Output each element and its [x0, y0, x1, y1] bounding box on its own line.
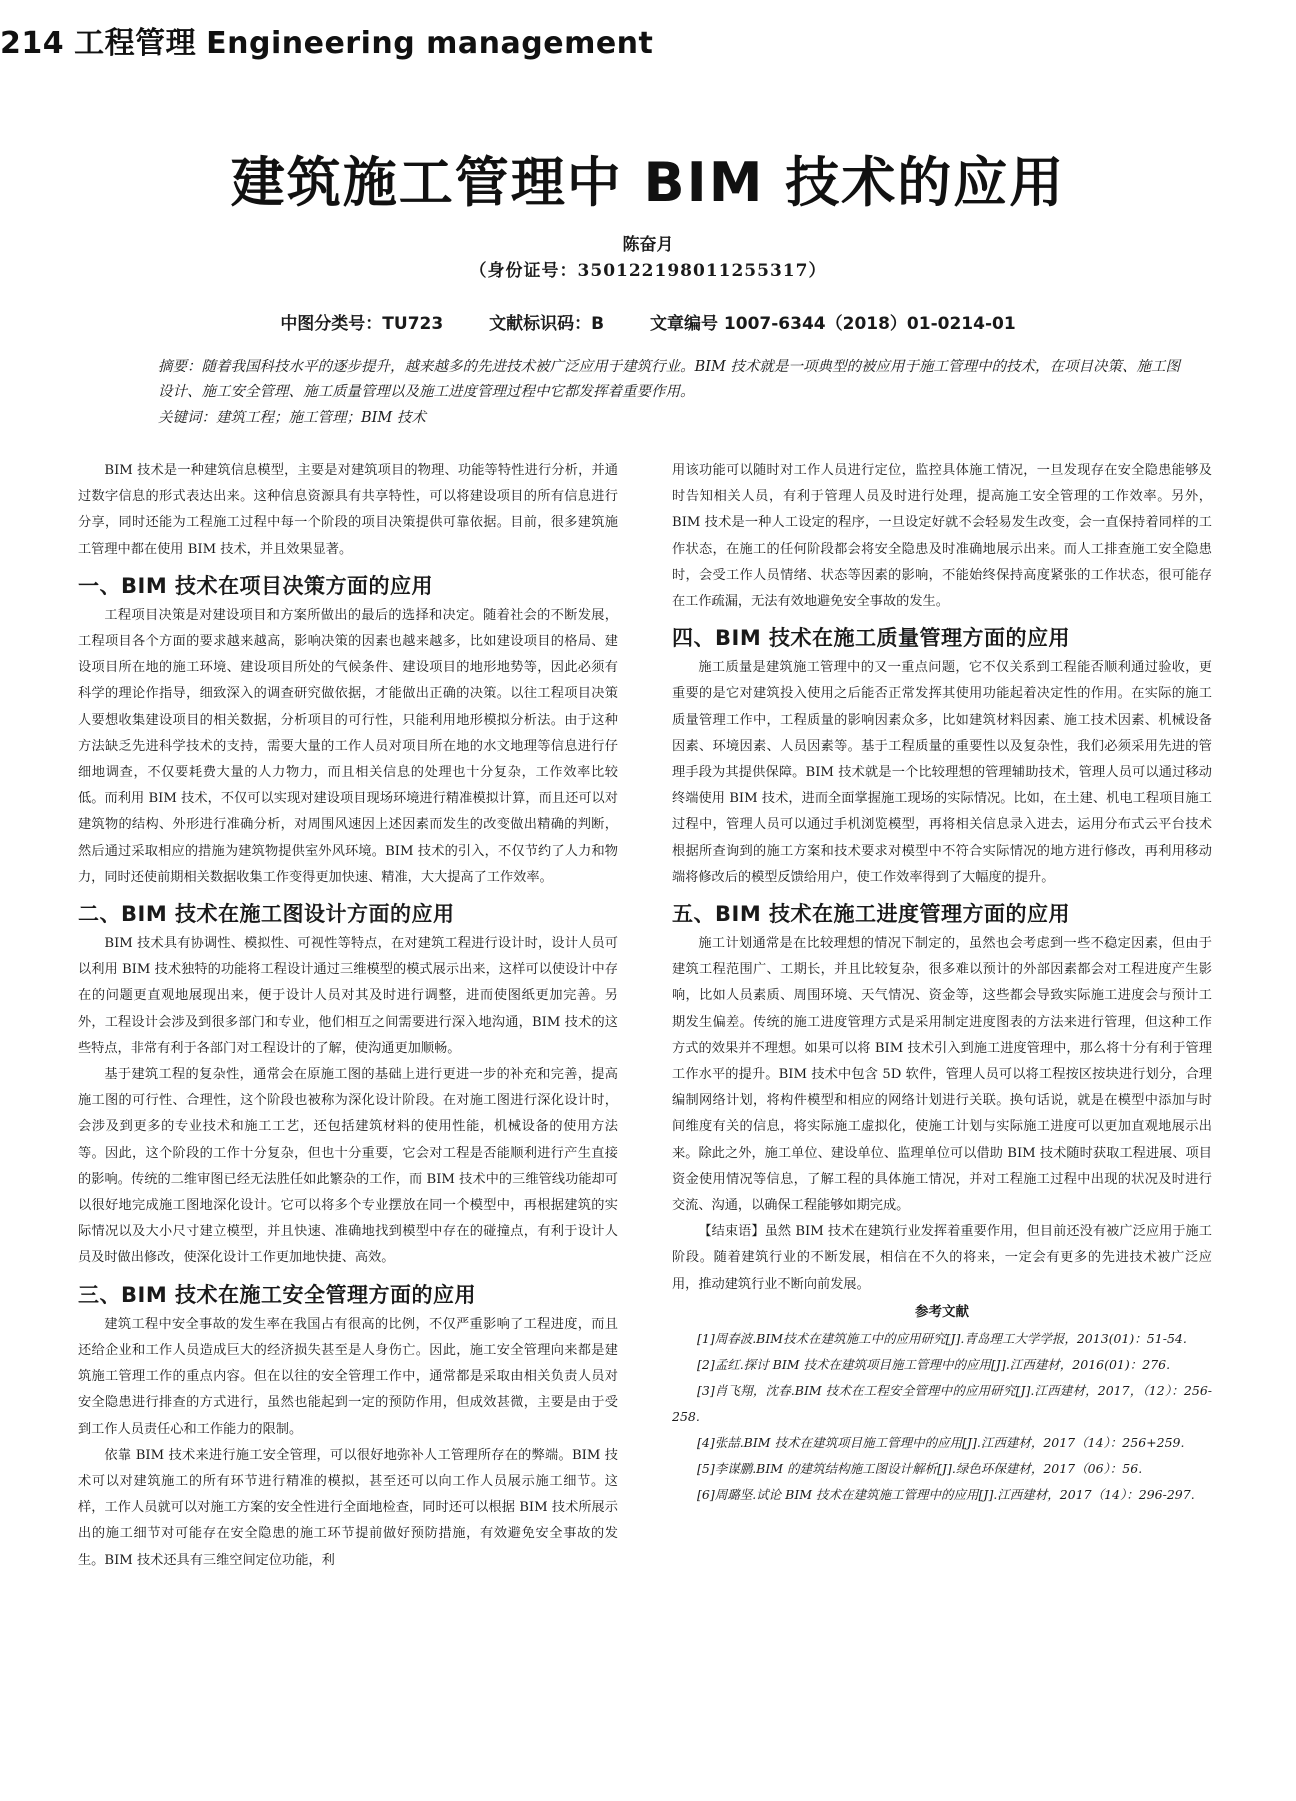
keywords: 关键词：建筑工程；施工管理；BIM 技术	[158, 410, 426, 426]
section-2-paragraph-2: 基于建筑工程的复杂性，通常会在原施工图的基础上进行更进一步的补充和完善，提高施工图的可行性、合理性，这个阶段也被称为深化设计阶段。在对施工图进行深化设计时，会涉及到更多的专业技术和施工工艺，还包括建筑材料的使用性能，机械设备的使用方法等。因此，这个阶段的工作十分复杂，但也十分重要，它会对工程是否能顺利进行产生直接的影响。传统的二维审图已经无法胜任如此繁杂的工作，而 BIM 技术中的三维管线功能却可以很好地完成施工图地深化设计。它可以将多个专业摆放在同一个模型中，再根据建筑的实际情况以及大小尺寸建立模型，并且快速、准确地找到模型中存在的碰撞点，有利于设计人员及时做出修改，使深化设计工作更加地快捷、高效。	[78, 1067, 618, 1266]
section-name-cn: 工程管理	[74, 26, 197, 61]
right-column	[672, 458, 1212, 1508]
section-5-paragraph: 施工计划通常是在比较理想的情况下制定的，虽然也会考虑到一些不稳定因素，但由于建筑工程范围广、工期长，并且比较复杂，很多难以预计的外部因素都会对工程进度产生影响，比如人员素质、周围环境、天气情况、资金等，这些都会导致实际施工进度会与预计工期发生偏差。传统的施工进度管理方式是采用制定进度图表的方法来进行管理，但这种工作方式的效果并不理想。如果可以将 BIM 技术引入到施工进度管理中，那么将十分有利于管理工作水平的提升。BIM 技术中包含 5D 软件，管理人员可以将工程按区按块进行划分，合理编制网络计划，将构件模型和相应的网络计划进行关联。换句话说，就是在模型中添加与时间维度有关的信息，将实际施工虚拟化，使施工计划与实际施工进度可以更加直观地展示出来。除此之外，施工单位、建设单位、监理单位可以借助 BIM 技术随时获取工程进展、项目资金使用情况等信息，了解工程的具体施工情况，并对工程施工过程中出现的状况及时进行交流、沟通，以确保工程能够如期完成。	[672, 936, 1212, 1214]
reference-item: [2]孟红.探讨 BIM 技术在建筑项目施工管理中的应用[J].江西建材，2016(01)：276.	[697, 1356, 1171, 1372]
running-head	[0, 18, 663, 62]
section-3-paragraph-1: 建筑工程中安全事故的发生率在我国占有很高的比例，不仅严重影响了工程进度，而且还给企业和工作人员造成巨大的经济损失甚至是人身伤亡。因此，施工安全管理向来都是建筑施工管理工作的重点内容。但在以往的安全管理工作中，通常都是采取由相关负责人员对安全隐患进行排查的方式进行，虽然也能起到一定的预防作用，但成效甚微，主要是由于受到工作人员责任心和工作能力的限制。	[78, 1316, 618, 1437]
section-2-paragraph-1: BIM 技术具有协调性、模拟性、可视性等特点，在对建筑工程进行设计时，设计人员可以利用 BIM 技术独特的功能将工程设计通过三维模型的模式展示出来，这样可以使设计中存在的问题更直观地展现出来，便于设计人员对其及时进行调整，进而使图纸更加完善。另外，工程设计会涉及到很多部门和专业，他们相互之间需要进行深入地沟通，BIM 技术的这些特点，非常有利于各部门对工程设计的了解，使沟通更加顺畅。	[78, 936, 618, 1056]
reference-item: [5]李谋鹏.BIM 的建筑结构施工图设计解析[J].绿色环保建材，2017（06）：56.	[697, 1460, 1143, 1476]
section-3-paragraph-continued: 用该功能可以随时对工作人员进行定位，监控具体施工情况，一旦发现存在安全隐患能够及时告知相关人员，有利于管理人员及时进行处理，提高施工安全管理的工作效率。另外，BIM 技术是一种人工设定的程序，一旦设定好就不会轻易发生改变，会一直保持着同样的工作状态，在施工的任何阶段都会将安全隐患及时准确地展示出来。而人工排查施工安全隐患时，会受工作人员情绪、状态等因素的影响，不能始终保持高度紧张的工作状态，很可能存在工作疏漏，无法有效地避免安全事故的发生。	[672, 463, 1212, 610]
article-title: 建筑施工管理中 BIM 技术的应用	[230, 151, 1066, 214]
section-4-paragraph: 施工质量是建筑施工管理中的又一重点问题，它不仅关系到工程能否顺利通过验收，更重要的是它对建筑投入使用之后能否正常发挥其使用功能起着决定性的作用。在实际的施工质量管理工作中，工程质量的影响因素众多，比如建筑材料因素、施工技术因素、机械设备因素、环境因素、人员因素等。基于工程质量的重要性以及复杂性，我们必须采用先进的管理手段为其提供保障。BIM 技术就是一个比较理想的管理辅助技术，管理人员可以通过移动终端使用 BIM 技术，进而全面掌握施工现场的实际情况。比如，在土建、机电工程项目施工过程中，管理人员可以通过手机浏览模型，再将相关信息录入进去，运用分布式云平台技术根据所查询到的施工方案和技术要求对模型中不符合实际情况的地方进行修改，再利用移动端将修改后的模型反馈给用户，使工作效率得到了大幅度的提升。	[672, 660, 1212, 885]
article-number: 文章编号 1007-6344（2018）01-0214-01	[650, 314, 1016, 334]
section-heading-1: 一、BIM 技术在项目决策方面的应用	[78, 573, 434, 598]
section-heading-5: 五、BIM 技术在施工进度管理方面的应用	[672, 902, 1071, 927]
classification-line	[0, 309, 1296, 334]
section-3-paragraph-2: 依靠 BIM 技术来进行施工安全管理，可以很好地弥补人工管理所存在的弊端。BIM 技术可以对建筑施工的所有环节进行精准的模拟，甚至还可以向工作人员展示施工细节。这样，工作人员就可以对施工方案的安全性进行全面地检查，同时还可以根据 BIM 技术所展示出的施工细节对可能存在安全隐患的施工环节提前做好预防措施，有效避免安全事故的发生。BIM 技术还具有三维空间定位功能，利	[78, 1447, 618, 1568]
reference-item: [4]张喆.BIM 技术在建筑项目施工管理中的应用[J].江西建材，2017（14）：256+259.	[697, 1434, 1185, 1450]
abstract	[120, 355, 1180, 405]
reference-item: [3]肖飞翔，沈春.BIM 技术在工程安全管理中的应用研究[J].江西建材，2017，（12）：256-258.	[672, 1382, 1212, 1424]
author-id: （身份证号：350122198011255317）	[469, 261, 827, 281]
section-1-paragraph: 工程项目决策是对建设项目和方案所做出的最后的选择和决定。随着社会的不断发展，工程项目各个方面的要求越来越高，影响决策的因素也越来越多，比如建设项目的格局、建设项目所在地的施工环境、建设项目所处的气候条件、建设项目的地形地势等，因此必须有科学的理论作指导，细致深入的调查研究做依据，才能做出正确的决策。以往工程项目决策人要想收集建设项目的相关数据，分析项目的可行性，只能利用地形模拟分析法。由于这种方法缺乏先进科学技术的支持，需要大量的工作人员对项目所在地的水文地理等信息进行仔细地调查，不仅要耗费大量的人力物力，而且相关信息的处理也十分复杂，工作效率比较低。而利用 BIM 技术，不仅可以实现对建设项目现场环境进行精准模拟计算，而且还可以对建筑物的结构、外形进行准确分析，对周围风速因上述因素而发生的改变做出精确的判断，然后通过采取相应的措施为建筑物提供室外风环境。BIM 技术的引入，不仅节约了人力和物力，同时还使前期相关数据收集工作变得更加快速、精准，大大提高了工作效率。	[78, 607, 618, 885]
page-number: 214	[0, 26, 65, 61]
section-heading-4: 四、BIM 技术在施工质量管理方面的应用	[672, 626, 1071, 651]
reference-item: [6]周璐坚.试论 BIM 技术在建筑施工管理中的应用[J].江西建材，2017（14）：296-297.	[697, 1486, 1195, 1502]
document-code: 文献标识码：B	[489, 314, 605, 334]
intro-paragraph: BIM 技术是一种建筑信息模型，主要是对建筑项目的物理、功能等特性进行分析，并通过数字信息的形式表达出来。这种信息资源具有共享特性，可以将建设项目的所有信息进行分享，同时还能为工程施工过程中每一个阶段的项目决策提供可靠依据。目前，很多建筑施工管理中都在使用 BIM 技术，并且效果显著。	[78, 463, 618, 557]
section-heading-2: 二、BIM 技术在施工图设计方面的应用	[78, 902, 455, 927]
author-name: 陈奋月	[622, 235, 674, 255]
left-column	[78, 458, 618, 1574]
section-name-en: Engineering management	[206, 26, 654, 61]
conclusion-paragraph: 【结束语】虽然 BIM 技术在建筑行业发挥着重要作用，但目前还没有被广泛应用于施工阶段。随着建筑行业的不断发展，相信在不久的将来，一定会有更多的先进技术被广泛应用，推动建筑行业不断向前发展。	[672, 1224, 1212, 1292]
reference-item: [1]周春波.BIM技术在建筑施工中的应用研究[J].青岛理工大学学报，2013(01)：51-54.	[697, 1330, 1187, 1346]
clc-number: 中图分类号：TU723	[280, 314, 444, 334]
abstract-text: 摘要：随着我国科技水平的逐步提升，越来越多的先进技术被广泛应用于建筑行业。BIM 技术就是一项典型的被应用于施工管理中的技术，在项目决策、施工图设计、施工安全管理、施工质量管理以及施工进度管理过程中它都发挥着重要作用。	[158, 359, 1180, 400]
section-heading-3: 三、BIM 技术在施工安全管理方面的应用	[78, 1282, 477, 1307]
references-title: 参考文献	[915, 1303, 969, 1320]
